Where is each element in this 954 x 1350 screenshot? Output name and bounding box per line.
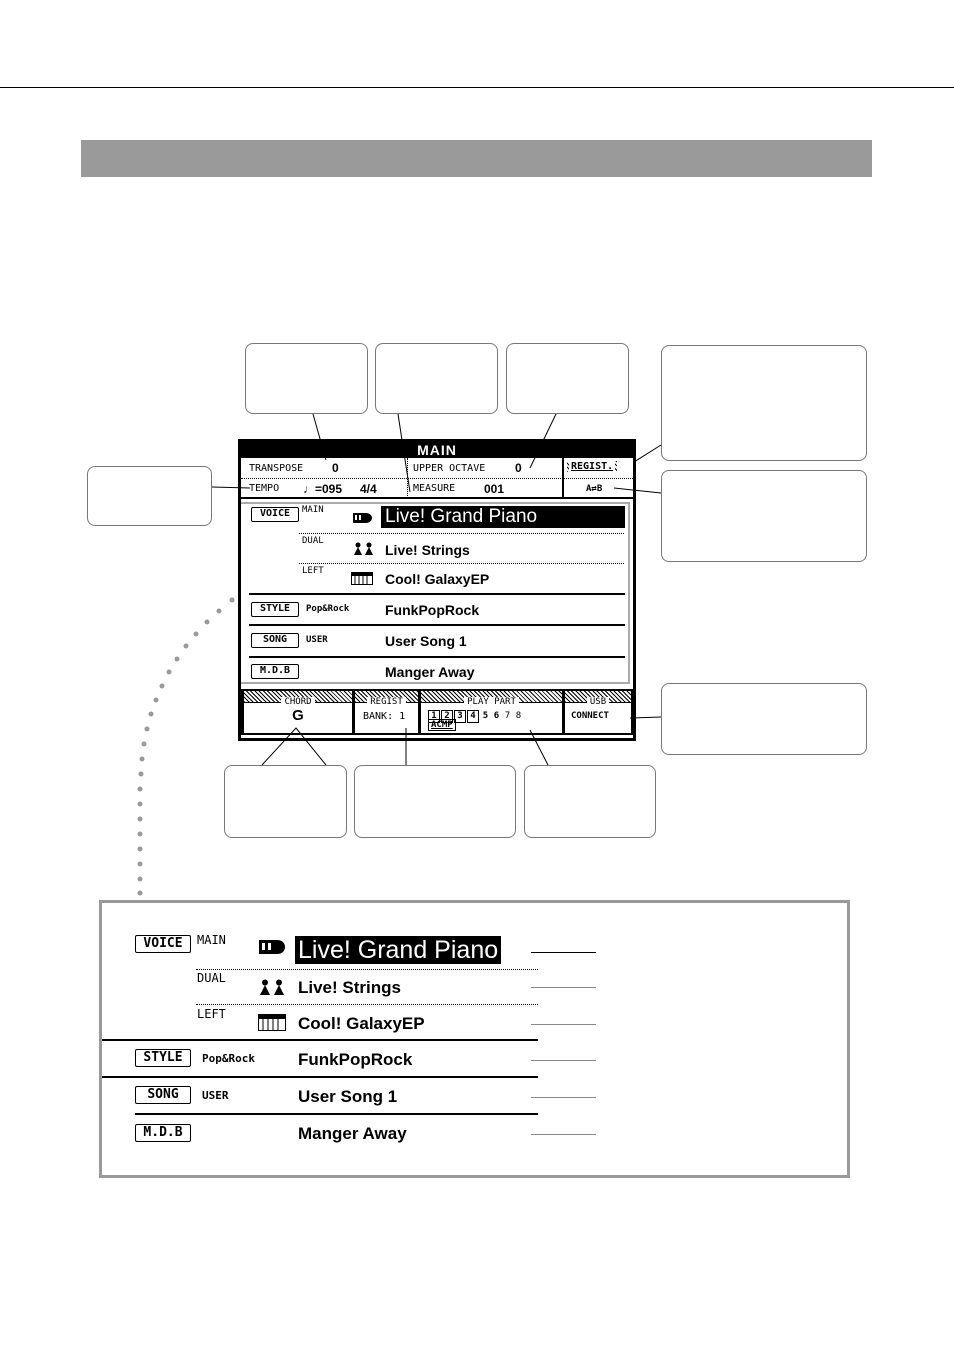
connect-text: CONNECT [571, 711, 609, 721]
main-label: MAIN [302, 505, 324, 515]
bank-text: BANK: 1 [363, 711, 406, 722]
zoom-style-name[interactable]: FunkPopRock [298, 1050, 413, 1069]
acmp-indicator[interactable]: ACMP [428, 719, 456, 731]
style-tag[interactable]: STYLE [251, 602, 299, 617]
zoom-song-category: USER [202, 1089, 229, 1102]
zoom-leader-main [531, 952, 596, 953]
part-5[interactable]: 5 [482, 711, 489, 721]
transpose-value: 0 [332, 461, 339, 475]
zoom-mdb-name[interactable]: Manger Away [298, 1124, 407, 1143]
zoom-left-voice-name[interactable]: Cool! GalaxyEP [298, 1014, 425, 1033]
measure-label: MEASURE [413, 483, 456, 494]
left-label: LEFT [302, 566, 324, 576]
left-voice-name[interactable]: Cool! GalaxyEP [385, 571, 490, 587]
zoom-left-label: LEFT [197, 1007, 226, 1021]
zoom-piano-icon [259, 939, 287, 960]
dual-voice-name[interactable]: Live! Strings [385, 542, 470, 558]
upper-octave-value: 0 [515, 461, 522, 475]
zoom-song-tag[interactable]: SONG [135, 1086, 191, 1104]
song-tag[interactable]: SONG [251, 633, 299, 648]
zoom-leader-dual [531, 987, 596, 988]
usb-label: USB [587, 697, 609, 707]
zoom-voice-tag[interactable]: VOICE [135, 935, 191, 953]
zoom-leader-mdb [531, 1134, 596, 1135]
voice-tag[interactable]: VOICE [251, 507, 299, 522]
mdb-tag[interactable]: M.D.B [251, 664, 299, 679]
regist-header: REGIST [367, 697, 406, 707]
part-1[interactable]: 1 [428, 710, 440, 723]
part-2[interactable]: 2 [441, 710, 453, 723]
tempo-label: TEMPO [249, 483, 280, 494]
zoom-keyboard-icon [258, 1014, 286, 1036]
style-name[interactable]: FunkPopRock [385, 602, 480, 618]
zoom-mdb-tag[interactable]: M.D.B [135, 1124, 191, 1142]
chord-label: CHORD [281, 697, 314, 707]
time-signature: 4/4 [360, 482, 377, 496]
part-4[interactable]: 4 [467, 710, 479, 723]
upper-octave-label: UPPER OCTAVE [413, 463, 486, 474]
zoom-style-tag[interactable]: STYLE [135, 1049, 191, 1067]
tempo-value: ♩=095 [303, 482, 343, 496]
zoom-style-category: Pop&Rock [202, 1052, 255, 1065]
transpose-label: TRANSPOSE [249, 463, 304, 474]
play-part-label: PLAY PART [464, 697, 519, 707]
zoom-leader-left [531, 1024, 596, 1025]
zoom-main-label: MAIN [197, 933, 226, 947]
zoom-leader-style [531, 1060, 596, 1061]
song-category: USER [306, 635, 328, 645]
measure-value: 001 [484, 482, 505, 496]
ab-indicator: A⇄B [586, 484, 603, 494]
main-voice-name[interactable]: Live! Grand Piano [381, 506, 625, 528]
lcd-title: MAIN [241, 442, 633, 458]
part-8[interactable]: 8 [515, 711, 522, 721]
dual-label: DUAL [302, 536, 324, 546]
song-name[interactable]: User Song 1 [385, 633, 467, 649]
part-7[interactable]: 7 [504, 711, 511, 721]
zoom-dual-voice-name[interactable]: Live! Strings [298, 978, 401, 997]
zoom-dual-label: DUAL [197, 971, 226, 985]
part-6[interactable]: 6 [493, 711, 500, 721]
style-category: Pop&Rock [306, 604, 350, 614]
zoom-main-voice-name[interactable]: Live! Grand Piano [295, 936, 501, 964]
zoom-leader-song [531, 1097, 596, 1098]
zoomed-display-detail [99, 900, 850, 1178]
zoom-song-name[interactable]: User Song 1 [298, 1087, 398, 1106]
mdb-name[interactable]: Manger Away [385, 664, 475, 680]
regist-label: REGIST. [567, 461, 617, 472]
chord-value: G [292, 707, 304, 724]
zoom-strings-icon [259, 979, 287, 1001]
part-3[interactable]: 3 [454, 710, 466, 723]
